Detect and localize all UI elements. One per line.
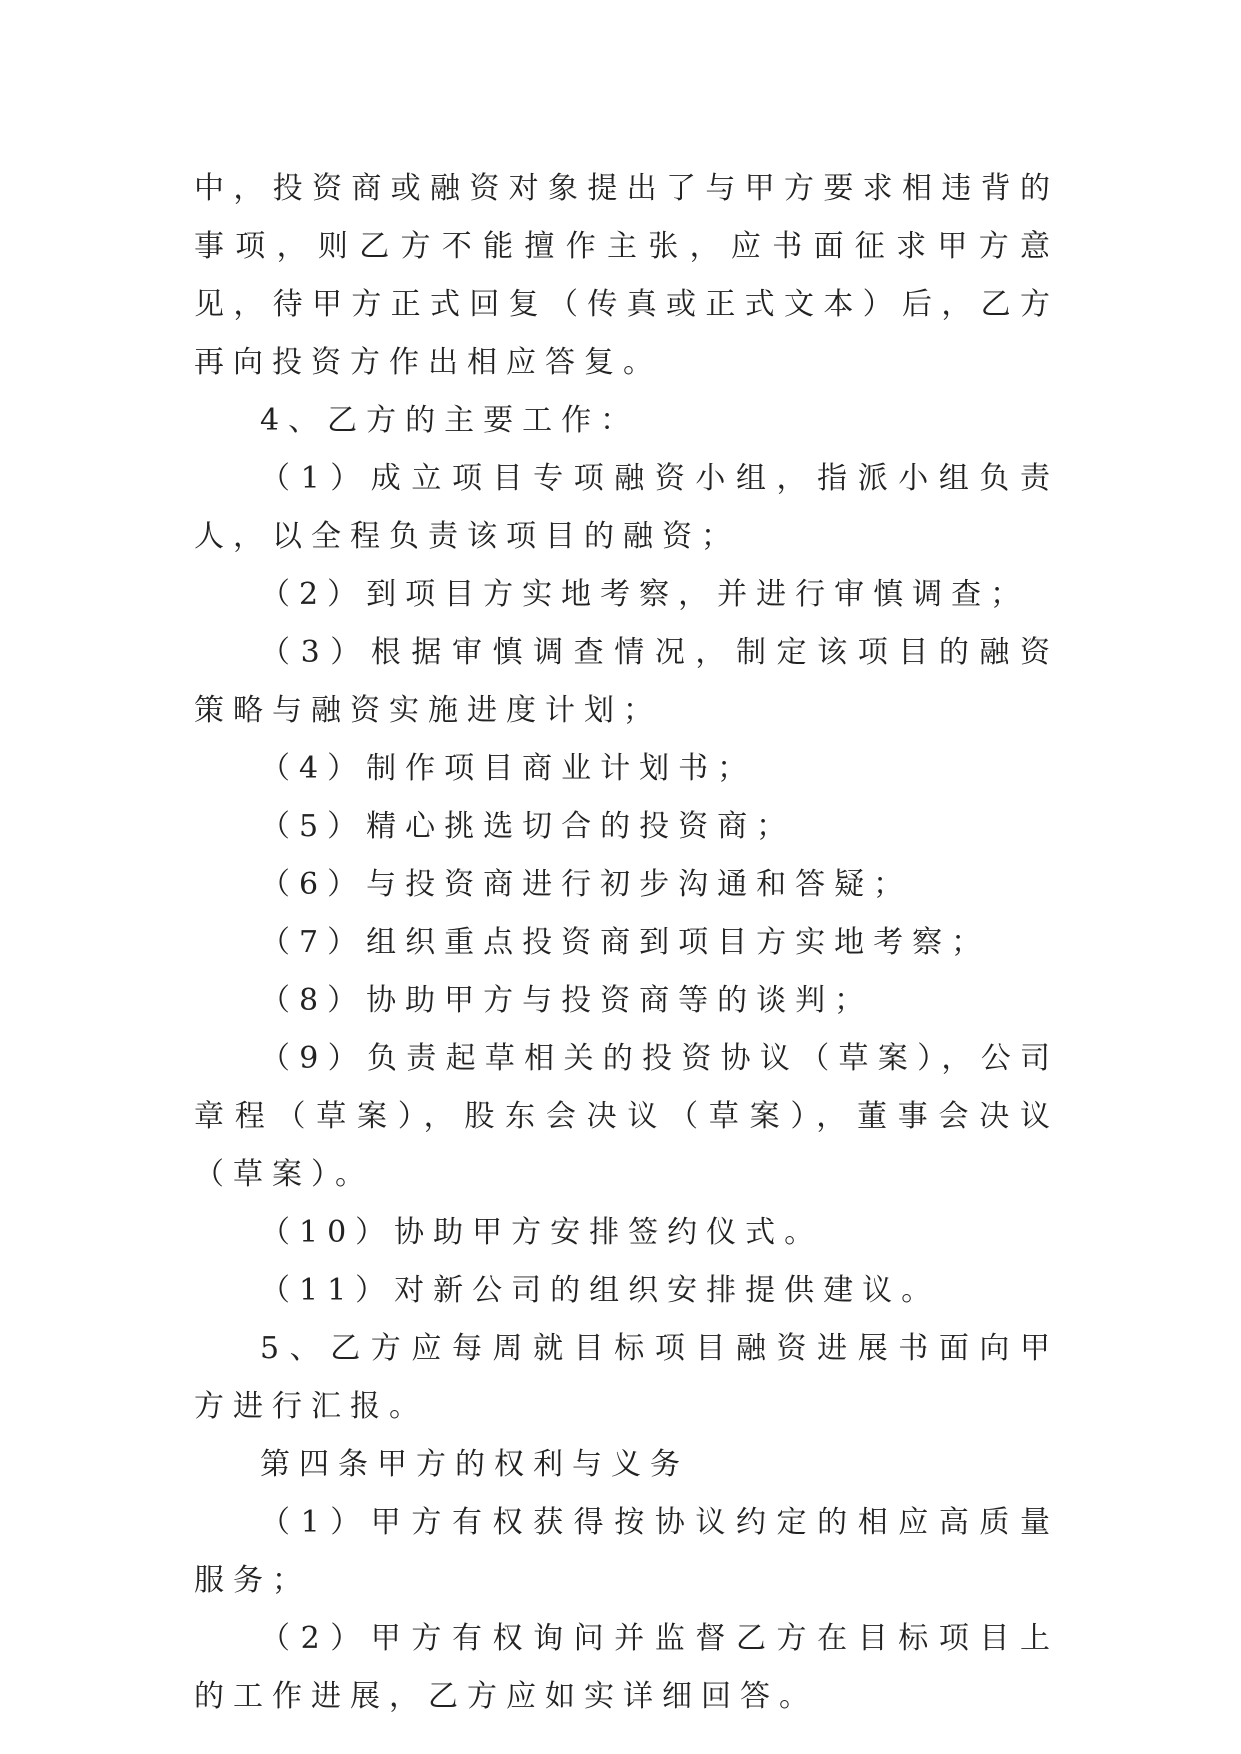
document-page: [194, 160, 1059, 1726]
list-item-4: （4）制作项目商业计划书；: [260, 751, 757, 786]
rights-item-2: （2）甲方有权询问并监督乙方在目标项目上的工作进展，乙方应如实详细回答。: [194, 1621, 1059, 1714]
section-heading-article-4: 第四条甲方的权利与义务: [260, 1447, 689, 1482]
list-item-1: （1）成立项目专项融资小组，指派小组负责人，以全程负责该项目的融资；: [194, 461, 1059, 554]
list-item-10: （10）协助甲方安排签约仪式。: [260, 1215, 824, 1250]
list-item-2: （2）到项目方实地考察，并进行审慎调查；: [260, 577, 1030, 612]
paragraph-item-4: 4、乙方的主要工作：: [260, 403, 640, 438]
paragraph-continuation: 中，投资商或融资对象提出了与甲方要求相违背的事项，则乙方不能擅作主张，应书面征求甲方意见，待甲方正式回复（传真或正式文本）后，乙方再向投资方作出相应答复。: [194, 171, 1059, 380]
list-item-5: （5）精心挑选切合的投资商；: [260, 809, 796, 844]
list-item-11: （11）对新公司的组织安排提供建议。: [260, 1273, 941, 1308]
paragraph-item-5: 5、乙方应每周就目标项目融资进展书面向甲方进行汇报。: [194, 1331, 1059, 1424]
list-item-8: （8）协助甲方与投资商等的谈判；: [260, 983, 874, 1018]
rights-item-1: （1）甲方有权获得按协议约定的相应高质量服务；: [194, 1505, 1059, 1598]
list-item-9: （9）负责起草相关的投资协议（草案），公司章程（草案），股东会决议（草案），董事会决议（草案）。: [194, 1041, 1059, 1192]
list-item-3: （3）根据审慎调查情况，制定该项目的融资策略与融资实施进度计划；: [194, 635, 1059, 728]
list-item-7: （7）组织重点投资商到项目方实地考察；: [260, 925, 991, 960]
list-item-6: （6）与投资商进行初步沟通和答疑；: [260, 867, 913, 902]
